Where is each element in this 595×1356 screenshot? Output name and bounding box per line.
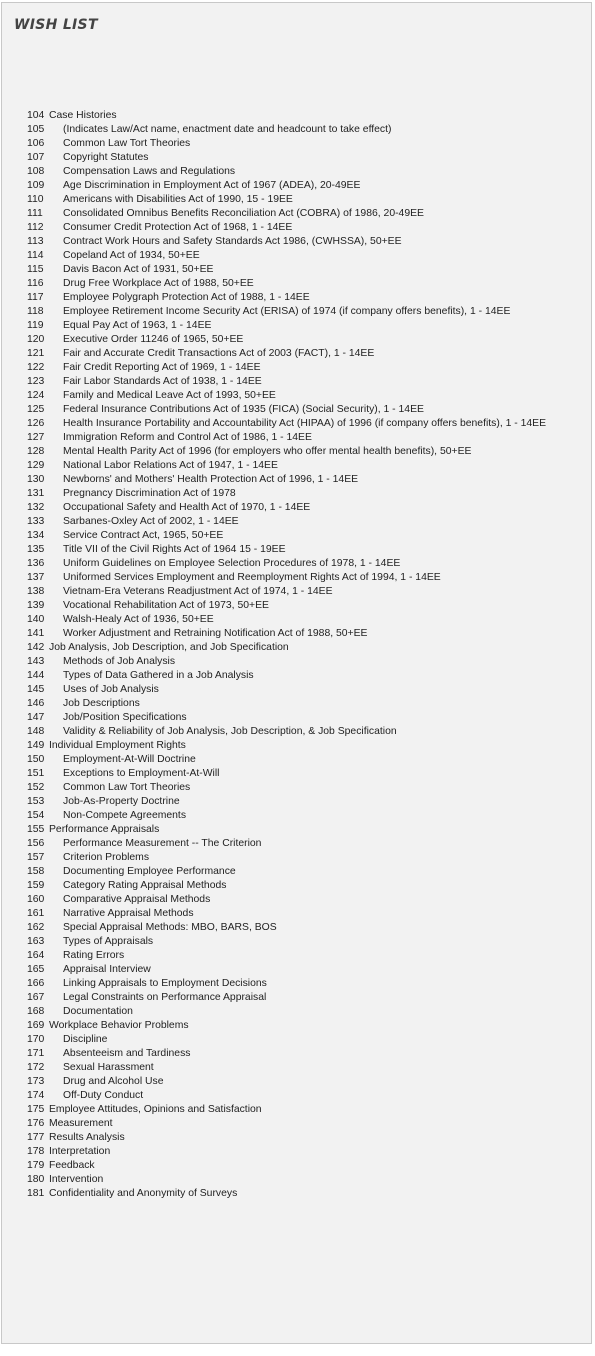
list-item bbox=[27, 1019, 546, 1033]
list-item bbox=[27, 935, 546, 949]
list-item bbox=[27, 879, 546, 893]
list-item bbox=[27, 1089, 546, 1103]
item-number: 161 bbox=[27, 908, 45, 919]
list-item bbox=[27, 907, 546, 921]
item-text: Drug Free Workplace Act of 1988, 50+EE bbox=[63, 278, 254, 289]
list-item bbox=[27, 1047, 546, 1061]
item-number: 160 bbox=[27, 894, 45, 905]
item-text: Results Analysis bbox=[49, 1132, 125, 1143]
item-text: Employee Retirement Income Security Act (ERISA) of 1974 (if company offers benefits), 1 - 14EE bbox=[63, 306, 511, 317]
list-item bbox=[27, 571, 546, 585]
list-item bbox=[27, 235, 546, 249]
item-text: Special Appraisal Methods: MBO, BARS, BOS bbox=[63, 922, 277, 933]
item-number: 144 bbox=[27, 670, 45, 681]
item-text: Category Rating Appraisal Methods bbox=[63, 880, 227, 891]
list-item bbox=[27, 669, 546, 683]
item-text: Contract Work Hours and Safety Standards Act 1986, (CWHSSA), 50+EE bbox=[63, 236, 402, 247]
item-number: 181 bbox=[27, 1188, 45, 1199]
item-number: 118 bbox=[27, 306, 44, 317]
list-item bbox=[27, 487, 546, 501]
item-text: Uses of Job Analysis bbox=[63, 684, 159, 695]
list-item bbox=[27, 1131, 546, 1145]
item-number: 150 bbox=[27, 754, 45, 765]
item-number: 115 bbox=[27, 264, 44, 275]
item-number: 180 bbox=[27, 1174, 45, 1185]
item-number: 149 bbox=[27, 740, 45, 751]
list-item bbox=[27, 291, 546, 305]
list-item bbox=[27, 585, 546, 599]
item-text: Executive Order 11246 of 1965, 50+EE bbox=[63, 334, 244, 345]
list-item bbox=[27, 781, 546, 795]
list-item bbox=[27, 893, 546, 907]
list-item bbox=[27, 641, 546, 655]
list-item bbox=[27, 389, 546, 403]
item-text: Common Law Tort Theories bbox=[63, 782, 191, 793]
list-item bbox=[27, 137, 546, 151]
item-text: Methods of Job Analysis bbox=[63, 656, 176, 667]
item-text: Job/Position Specifications bbox=[63, 712, 187, 723]
item-number: 135 bbox=[27, 544, 45, 555]
item-text: Newborns' and Mothers' Health Protection Act of 1996, 1 - 14EE bbox=[63, 474, 359, 485]
item-number: 116 bbox=[27, 278, 44, 289]
item-number: 148 bbox=[27, 726, 45, 737]
item-text: Interpretation bbox=[49, 1146, 111, 1157]
item-text: Exceptions to Employment-At-Will bbox=[63, 768, 220, 779]
list-item bbox=[27, 193, 546, 207]
item-number: 151 bbox=[27, 768, 45, 779]
item-number: 138 bbox=[27, 586, 45, 597]
item-number: 168 bbox=[27, 1006, 45, 1017]
item-number: 165 bbox=[27, 964, 45, 975]
item-number: 169 bbox=[27, 1020, 45, 1031]
item-number: 153 bbox=[27, 796, 45, 807]
item-number: 125 bbox=[27, 404, 45, 415]
item-text: Measurement bbox=[49, 1118, 113, 1129]
item-text: Consumer Credit Protection Act of 1968, 1 - 14EE bbox=[63, 222, 293, 233]
item-number: 167 bbox=[27, 992, 45, 1003]
item-text: Service Contract Act, 1965, 50+EE bbox=[63, 530, 224, 541]
list-item bbox=[27, 1145, 546, 1159]
item-text: Employee Polygraph Protection Act of 1988, 1 - 14EE bbox=[63, 292, 310, 303]
item-number: 164 bbox=[27, 950, 45, 961]
item-number: 152 bbox=[27, 782, 45, 793]
wish-list-panel bbox=[1, 2, 592, 1344]
item-text: Immigration Reform and Control Act of 1986, 1 - 14EE bbox=[63, 432, 312, 443]
list-item bbox=[27, 921, 546, 935]
list-item bbox=[27, 179, 546, 193]
item-number: 147 bbox=[27, 712, 45, 723]
item-number: 178 bbox=[27, 1146, 45, 1157]
list-item bbox=[27, 809, 546, 823]
list-item bbox=[27, 977, 546, 991]
item-number: 157 bbox=[27, 852, 45, 863]
item-number: 128 bbox=[27, 446, 45, 457]
list-item bbox=[27, 613, 546, 627]
list-item bbox=[27, 991, 546, 1005]
list-item bbox=[27, 949, 546, 963]
list-item bbox=[27, 851, 546, 865]
list-item bbox=[27, 277, 546, 291]
list-item bbox=[27, 109, 546, 123]
item-number: 105 bbox=[27, 124, 45, 135]
page-title: WISH LIST bbox=[14, 17, 98, 33]
item-text: Validity & Reliability of Job Analysis, Job Description, & Job Specification bbox=[63, 726, 397, 737]
item-number: 120 bbox=[27, 334, 45, 345]
item-number: 158 bbox=[27, 866, 45, 877]
item-text: Employee Attitudes, Opinions and Satisfaction bbox=[49, 1104, 262, 1115]
list-item bbox=[27, 473, 546, 487]
item-number: 132 bbox=[27, 502, 45, 513]
item-number: 175 bbox=[27, 1104, 45, 1115]
item-text: Criterion Problems bbox=[63, 852, 150, 863]
item-text: Comparative Appraisal Methods bbox=[63, 894, 211, 905]
item-text: Walsh-Healy Act of 1936, 50+EE bbox=[63, 614, 214, 625]
item-number: 140 bbox=[27, 614, 45, 625]
item-number: 143 bbox=[27, 656, 45, 667]
item-text: Fair Credit Reporting Act of 1969, 1 - 14EE bbox=[63, 362, 261, 373]
item-number: 162 bbox=[27, 922, 45, 933]
item-text: Title VII of the Civil Rights Act of 1964 15 - 19EE bbox=[63, 544, 286, 555]
item-number: 172 bbox=[27, 1062, 45, 1073]
item-text: Uniform Guidelines on Employee Selection Procedures of 1978, 1 - 14EE bbox=[63, 558, 401, 569]
item-number: 177 bbox=[27, 1132, 45, 1143]
list-item bbox=[27, 711, 546, 725]
list-item bbox=[27, 459, 546, 473]
item-text: Americans with Disabilities Act of 1990, 15 - 19EE bbox=[63, 194, 293, 205]
list-item bbox=[27, 305, 546, 319]
list-item bbox=[27, 375, 546, 389]
list-item bbox=[27, 529, 546, 543]
item-text: Pregnancy Discrimination Act of 1978 bbox=[63, 488, 236, 499]
list-item bbox=[27, 151, 546, 165]
item-number: 113 bbox=[27, 236, 44, 247]
item-number: 134 bbox=[27, 530, 45, 541]
item-number: 110 bbox=[27, 194, 44, 205]
list-item bbox=[27, 697, 546, 711]
item-number: 119 bbox=[27, 320, 44, 331]
item-text: Drug and Alcohol Use bbox=[63, 1076, 164, 1087]
list-item bbox=[27, 431, 546, 445]
item-number: 117 bbox=[27, 292, 44, 303]
item-number: 146 bbox=[27, 698, 45, 709]
list-item bbox=[27, 1187, 546, 1201]
item-number: 174 bbox=[27, 1090, 45, 1101]
item-text: Documentation bbox=[63, 1006, 133, 1017]
list-item bbox=[27, 207, 546, 221]
item-text: Sexual Harassment bbox=[63, 1062, 154, 1073]
list-item bbox=[27, 543, 546, 557]
item-number: 123 bbox=[27, 376, 45, 387]
list-item bbox=[27, 221, 546, 235]
item-text: Narrative Appraisal Methods bbox=[63, 908, 194, 919]
item-text: Absenteeism and Tardiness bbox=[63, 1048, 191, 1059]
list-item bbox=[27, 165, 546, 179]
item-text: Job Analysis, Job Description, and Job Specification bbox=[49, 642, 289, 653]
item-text: Job-As-Property Doctrine bbox=[63, 796, 180, 807]
item-text: Consolidated Omnibus Benefits Reconciliation Act (COBRA) of 1986, 20-49EE bbox=[63, 208, 424, 219]
item-number: 130 bbox=[27, 474, 45, 485]
item-number: 106 bbox=[27, 138, 45, 149]
list-item bbox=[27, 725, 546, 739]
list-item bbox=[27, 403, 546, 417]
list-item bbox=[27, 963, 546, 977]
wish-list bbox=[27, 109, 546, 1201]
item-number: 163 bbox=[27, 936, 45, 947]
list-item bbox=[27, 1075, 546, 1089]
item-text: Occupational Safety and Health Act of 1970, 1 - 14EE bbox=[63, 502, 311, 513]
item-text: Non-Compete Agreements bbox=[63, 810, 187, 821]
item-number: 171 bbox=[27, 1048, 45, 1059]
item-number: 126 bbox=[27, 418, 45, 429]
item-text: Legal Constraints on Performance Appraisal bbox=[63, 992, 267, 1003]
list-item bbox=[27, 361, 546, 375]
item-text: Job Descriptions bbox=[63, 698, 140, 709]
item-text: Common Law Tort Theories bbox=[63, 138, 191, 149]
item-text: Sarbanes-Oxley Act of 2002, 1 - 14EE bbox=[63, 516, 239, 527]
item-text: Copyright Statutes bbox=[63, 152, 149, 163]
item-text: Discipline bbox=[63, 1034, 108, 1045]
item-text: Mental Health Parity Act of 1996 (for employers who offer mental health benefits), 50+EE bbox=[63, 446, 472, 457]
item-text: Employment-At-Will Doctrine bbox=[63, 754, 196, 765]
list-item bbox=[27, 417, 546, 431]
item-text: Compensation Laws and Regulations bbox=[63, 166, 236, 177]
list-item bbox=[27, 1173, 546, 1187]
item-text: Types of Appraisals bbox=[63, 936, 154, 947]
item-number: 112 bbox=[27, 222, 44, 233]
list-item bbox=[27, 795, 546, 809]
item-number: 104 bbox=[27, 110, 45, 121]
item-number: 159 bbox=[27, 880, 45, 891]
item-number: 108 bbox=[27, 166, 45, 177]
list-item bbox=[27, 347, 546, 361]
item-number: 142 bbox=[27, 642, 45, 653]
list-item bbox=[27, 1103, 546, 1117]
item-text: Performance Measurement -- The Criterion bbox=[63, 838, 262, 849]
list-item bbox=[27, 739, 546, 753]
list-item bbox=[27, 1117, 546, 1131]
item-number: 155 bbox=[27, 824, 45, 835]
item-number: 176 bbox=[27, 1118, 45, 1129]
item-text: Appraisal Interview bbox=[63, 964, 151, 975]
list-item bbox=[27, 123, 546, 137]
item-text: Davis Bacon Act of 1931, 50+EE bbox=[63, 264, 214, 275]
item-number: 141 bbox=[27, 628, 45, 639]
item-text: Fair Labor Standards Act of 1938, 1 - 14EE bbox=[63, 376, 262, 387]
list-item bbox=[27, 627, 546, 641]
item-text: Equal Pay Act of 1963, 1 - 14EE bbox=[63, 320, 212, 331]
item-number: 107 bbox=[27, 152, 45, 163]
list-item bbox=[27, 557, 546, 571]
list-item bbox=[27, 249, 546, 263]
item-text: Linking Appraisals to Employment Decisions bbox=[63, 978, 267, 989]
list-item bbox=[27, 445, 546, 459]
item-text: Health Insurance Portability and Accountability Act (HIPAA) of 1996 (if company offers benefits), 1 - 14EE bbox=[63, 418, 547, 429]
item-text: Performance Appraisals bbox=[49, 824, 160, 835]
list-item bbox=[27, 1005, 546, 1019]
item-text: Uniformed Services Employment and Reemployment Rights Act of 1994, 1 - 14EE bbox=[63, 572, 441, 583]
list-item bbox=[27, 865, 546, 879]
list-item bbox=[27, 1061, 546, 1075]
item-number: 166 bbox=[27, 978, 45, 989]
item-text: Individual Employment Rights bbox=[49, 740, 186, 751]
item-text: Age Discrimination in Employment Act of 1967 (ADEA), 20-49EE bbox=[63, 180, 361, 191]
list-item bbox=[27, 333, 546, 347]
item-number: 124 bbox=[27, 390, 45, 401]
item-text: Confidentiality and Anonymity of Surveys bbox=[49, 1188, 238, 1199]
item-number: 111 bbox=[27, 208, 43, 219]
item-number: 131 bbox=[27, 488, 45, 499]
list-item bbox=[27, 837, 546, 851]
list-item bbox=[27, 767, 546, 781]
item-number: 137 bbox=[27, 572, 45, 583]
item-number: 145 bbox=[27, 684, 45, 695]
item-text: Rating Errors bbox=[63, 950, 125, 961]
list-item bbox=[27, 1159, 546, 1173]
item-text: Fair and Accurate Credit Transactions Act of 2003 (FACT), 1 - 14EE bbox=[63, 348, 375, 359]
item-text: Copeland Act of 1934, 50+EE bbox=[63, 250, 200, 261]
item-number: 136 bbox=[27, 558, 45, 569]
item-text: Off-Duty Conduct bbox=[63, 1090, 144, 1101]
item-text: Feedback bbox=[49, 1160, 95, 1171]
item-number: 109 bbox=[27, 180, 45, 191]
item-number: 127 bbox=[27, 432, 45, 443]
list-item bbox=[27, 263, 546, 277]
item-text: Federal Insurance Contributions Act of 1935 (FICA) (Social Security), 1 - 14EE bbox=[63, 404, 424, 415]
item-text: Documenting Employee Performance bbox=[63, 866, 236, 877]
item-number: 114 bbox=[27, 250, 44, 261]
item-number: 129 bbox=[27, 460, 45, 471]
list-item bbox=[27, 501, 546, 515]
item-text: Intervention bbox=[49, 1174, 104, 1185]
item-number: 170 bbox=[27, 1034, 45, 1045]
list-item bbox=[27, 823, 546, 837]
item-text: (Indicates Law/Act name, enactment date and headcount to take effect) bbox=[63, 124, 392, 135]
item-text: Workplace Behavior Problems bbox=[49, 1020, 189, 1031]
item-number: 133 bbox=[27, 516, 45, 527]
item-text: Vietnam-Era Veterans Readjustment Act of 1974, 1 - 14EE bbox=[63, 586, 333, 597]
item-text: Worker Adjustment and Retraining Notification Act of 1988, 50+EE bbox=[63, 628, 368, 639]
list-item bbox=[27, 319, 546, 333]
item-number: 156 bbox=[27, 838, 45, 849]
item-text: Vocational Rehabilitation Act of 1973, 50+EE bbox=[63, 600, 269, 611]
item-number: 122 bbox=[27, 362, 45, 373]
item-text: Family and Medical Leave Act of 1993, 50+EE bbox=[63, 390, 276, 401]
list-item bbox=[27, 1033, 546, 1047]
list-item bbox=[27, 515, 546, 529]
item-text: Case Histories bbox=[49, 110, 117, 121]
list-item bbox=[27, 753, 546, 767]
list-item bbox=[27, 599, 546, 613]
list-item bbox=[27, 655, 546, 669]
item-number: 121 bbox=[27, 348, 45, 359]
item-number: 179 bbox=[27, 1160, 45, 1171]
list-item bbox=[27, 683, 546, 697]
item-number: 139 bbox=[27, 600, 45, 611]
item-text: National Labor Relations Act of 1947, 1 - 14EE bbox=[63, 460, 278, 471]
item-number: 173 bbox=[27, 1076, 45, 1087]
item-number: 154 bbox=[27, 810, 45, 821]
item-text: Types of Data Gathered in a Job Analysis bbox=[63, 670, 254, 681]
